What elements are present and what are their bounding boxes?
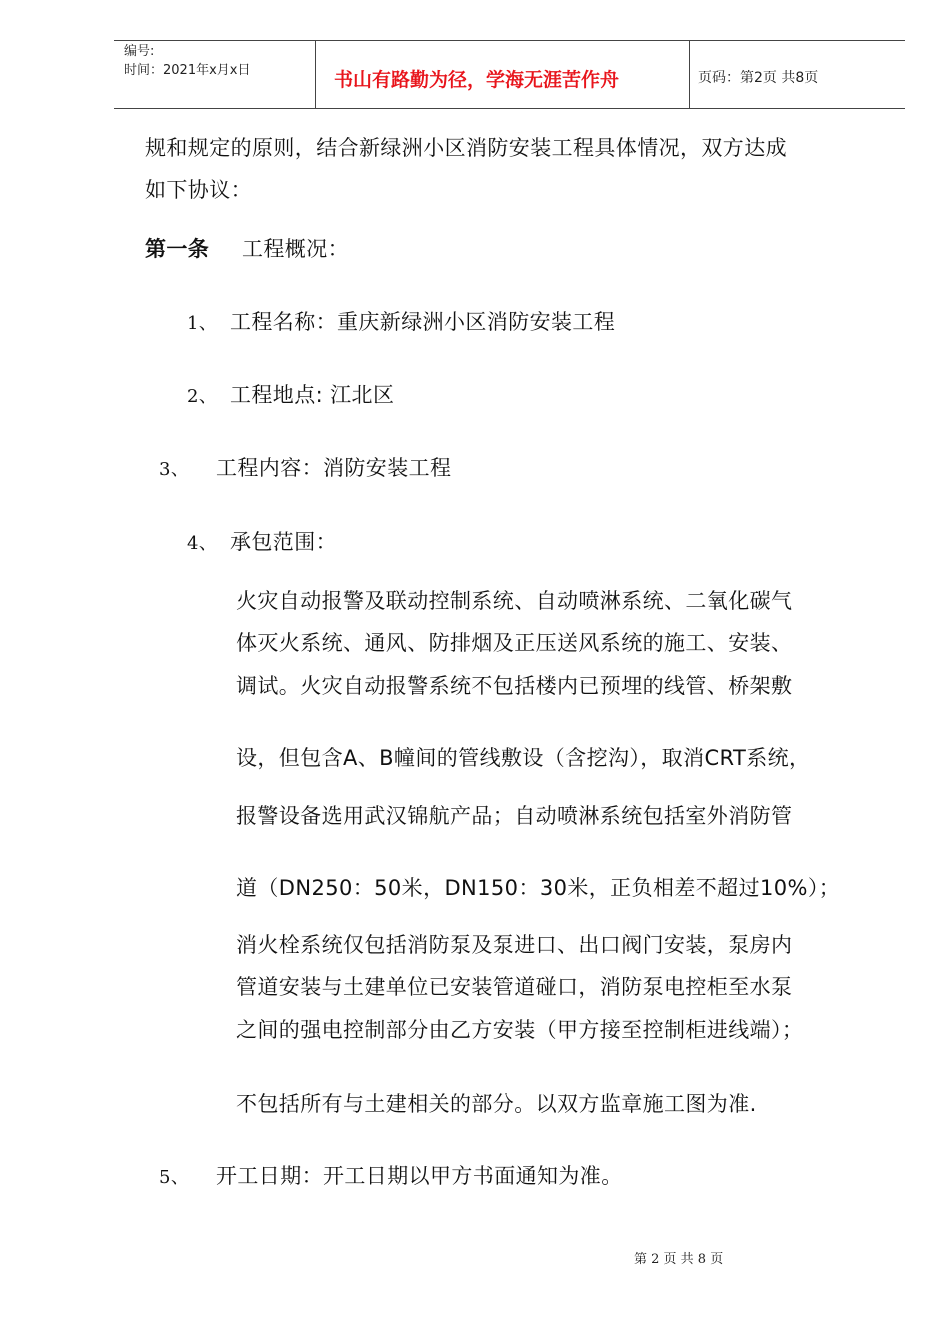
scope-line-4: 设，但包含A、B幢间的管线敷设（含挖沟），取消CRT系统， xyxy=(236,746,811,770)
header-page-info: 页码：第2页 共8页 xyxy=(698,70,819,86)
item-3-text: 工程内容：消防安装工程 xyxy=(216,456,452,480)
page-header xyxy=(114,40,905,109)
item-3-number: 3、 xyxy=(159,459,190,480)
body-line-2: 如下协议： xyxy=(145,178,252,202)
item-5-number: 5、 xyxy=(159,1167,190,1188)
item-4-text: 承包范围： xyxy=(230,530,337,554)
scope-line-7: 消火栓系统仅包括消防泵及泵进口、出口阀门安装，泵房内 xyxy=(236,933,793,957)
scope-line-3: 调试。火灾自动报警系统不包括楼内已预埋的线管、桥架敷 xyxy=(236,674,793,698)
header-slogan: 书山有路勤为径，学海无涯苦作舟 xyxy=(334,69,620,91)
scope-line-8: 管道安装与土建单位已安装管道碰口，消防泵电控柜至水泵 xyxy=(236,975,793,999)
scope-line-6: 道（DN250：50米，DN150：30米，正负相差不超过10%）； xyxy=(236,876,841,900)
scope-line-5: 报警设备选用武汉锦航产品；自动喷淋系统包括室外消防管 xyxy=(236,804,793,828)
header-slogan-cell xyxy=(316,41,690,108)
scope-line-2: 体灭火系统、通风、防排烟及正压送风系统的施工、安装、 xyxy=(236,631,793,655)
body-line-1: 规和规定的原则，结合新绿洲小区消防安装工程具体情况，双方达成 xyxy=(145,136,787,160)
number-label: 编号: xyxy=(124,44,155,59)
time-label: 时间：2021年x月x日 xyxy=(124,63,251,78)
scope-line-10: 不包括所有与土建相关的部分。以双方监章施工图为准. xyxy=(236,1092,757,1116)
page-footer: 第 2 页 共 8 页 xyxy=(634,1252,724,1267)
article-subject: 工程概况： xyxy=(242,237,349,261)
scope-line-1: 火灾自动报警及联动控制系统、自动喷淋系统、二氧化碳气 xyxy=(236,589,793,613)
header-meta-cell xyxy=(114,41,316,108)
article-title: 第一条 xyxy=(145,237,210,261)
item-2-text: 工程地点: 江北区 xyxy=(230,383,395,407)
item-1-number: 1、 xyxy=(187,313,218,334)
header-page-cell xyxy=(690,41,905,108)
item-4-number: 4、 xyxy=(187,533,218,554)
scope-line-9: 之间的强电控制部分由乙方安装（甲方接至控制柜进线端）； xyxy=(236,1018,804,1042)
item-2-number: 2、 xyxy=(187,386,218,407)
item-1-text: 工程名称：重庆新绿洲小区消防安装工程 xyxy=(230,310,616,334)
item-5-text: 开工日期：开工日期以甲方书面通知为准。 xyxy=(216,1164,623,1188)
